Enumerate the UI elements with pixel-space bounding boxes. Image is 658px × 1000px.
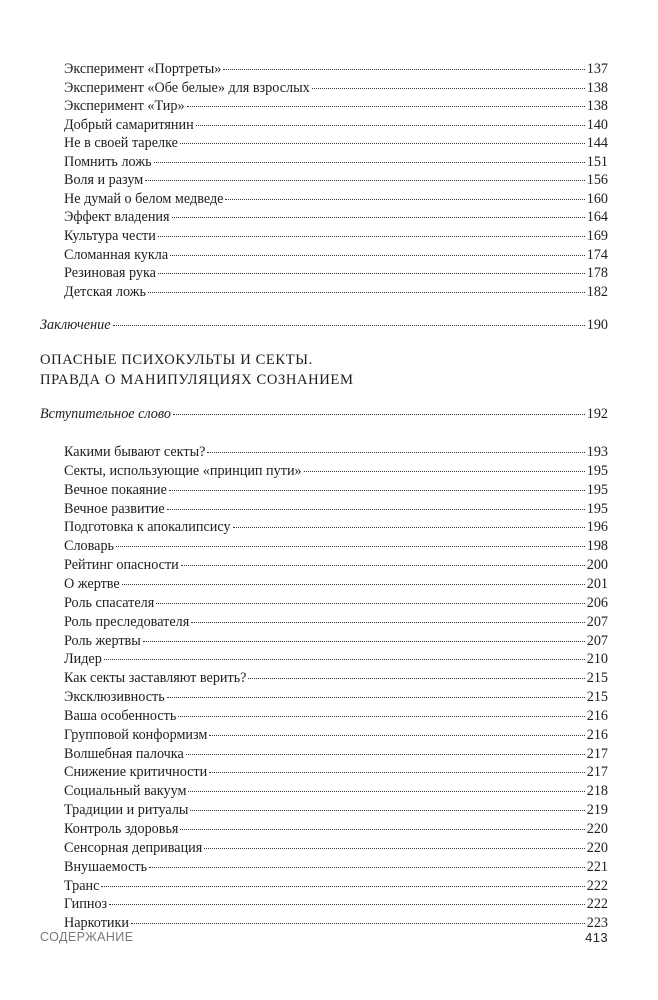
toc-entry[interactable] [64, 556, 608, 574]
dot-leader [180, 829, 584, 830]
toc-entry-title: Ваша особенность [64, 707, 177, 724]
toc-entry-title: Подготовка к апокалипсису [64, 519, 231, 536]
toc-entry[interactable] [64, 726, 608, 744]
toc-entry-page: 201 [586, 575, 608, 592]
toc-entry-page: 138 [586, 79, 608, 96]
dot-leader [209, 735, 584, 736]
toc-entry[interactable] [64, 650, 608, 668]
toc-entry[interactable] [64, 227, 608, 245]
dot-leader [145, 180, 584, 181]
toc-entry[interactable] [64, 153, 608, 171]
toc-entry-page: 207 [586, 632, 608, 649]
toc-entry-page: 220 [586, 839, 608, 856]
toc-entry[interactable] [64, 264, 608, 282]
toc-entry-page: 164 [586, 209, 608, 226]
toc-entry[interactable] [64, 613, 608, 631]
toc-entry[interactable] [64, 171, 608, 189]
dot-leader [186, 754, 585, 755]
toc-entry-page: 219 [586, 802, 608, 819]
toc-entry[interactable] [64, 246, 608, 264]
toc-entry-title: Эксперимент «Обе белые» для взрослых [64, 79, 310, 96]
toc-entry-title: Резиновая рука [64, 265, 156, 282]
dot-leader [312, 88, 585, 89]
toc-entry-title: Вечное покаяние [64, 481, 167, 498]
toc-entry-page: 217 [586, 745, 608, 762]
dot-leader [167, 509, 585, 510]
toc-entry-title: О жертве [64, 575, 120, 592]
dot-leader [156, 603, 584, 604]
dot-leader [225, 199, 584, 200]
toc-entry-title: Контроль здоровья [64, 821, 179, 837]
dot-leader [143, 641, 585, 642]
toc-entry-title: Воля и разум [64, 172, 144, 189]
page-number: 413 [585, 930, 608, 945]
toc-entry-title: Не думай о белом медведе [64, 190, 224, 207]
toc-entry-intro[interactable] [40, 405, 608, 423]
toc-entry-title: Добрый самаритянин [64, 116, 194, 133]
toc-entry[interactable] [64, 877, 608, 895]
toc-entry-page: 193 [586, 444, 608, 460]
toc-entry-page: 151 [586, 153, 608, 170]
toc-entry-title: Традиции и ритуалы [64, 802, 189, 819]
toc-entry-page: 216 [586, 726, 608, 743]
toc-entry[interactable] [64, 443, 608, 461]
toc-entry-page: 169 [586, 227, 608, 244]
dot-leader [178, 716, 584, 717]
toc-entry-title: Внушаемость [64, 858, 148, 875]
dot-leader [173, 414, 585, 415]
toc-entry[interactable] [64, 632, 608, 650]
toc-entry[interactable] [64, 801, 608, 819]
dot-leader [158, 273, 585, 274]
toc-entry-title: Эксперимент «Тир» [64, 98, 185, 115]
toc-entry-page: 207 [586, 613, 608, 630]
toc-entry-title: Вступительное слово [40, 406, 171, 422]
toc-entry[interactable] [64, 782, 608, 800]
dot-leader [196, 125, 585, 126]
toc-entry-title: Вечное развитие [64, 500, 165, 517]
toc-entry-page: 215 [586, 670, 608, 687]
dot-leader [104, 659, 585, 660]
toc-entry[interactable] [64, 858, 608, 876]
running-footer-label: СОДЕРЖАНИЕ [40, 930, 134, 944]
toc-entry-page: 210 [586, 651, 608, 668]
dot-leader [154, 162, 585, 163]
section-title-line: ПРАВДА О МАНИПУЛЯЦИЯХ СОЗНАНИЕМ [40, 372, 354, 388]
dot-leader [131, 923, 585, 924]
dot-leader [167, 697, 585, 698]
toc-entry-title: Наркотики [64, 915, 129, 932]
toc-entry[interactable] [64, 669, 608, 687]
section-title [40, 350, 354, 390]
toc-entry-title: Эксклюзивность [64, 689, 165, 706]
toc-entry-title: Какими бывают секты? [64, 444, 206, 460]
dot-leader [122, 584, 585, 585]
dot-leader [190, 810, 584, 811]
toc-entry[interactable] [64, 820, 608, 838]
toc-entry[interactable] [64, 208, 608, 226]
toc-entry[interactable] [64, 594, 608, 612]
toc-entry-title: Эксперимент «Портреты» [64, 61, 222, 77]
dot-leader [148, 292, 585, 293]
toc-entry-title: Сломанная кукла [64, 246, 169, 263]
toc-entry[interactable] [64, 763, 608, 781]
toc-entry[interactable] [64, 190, 608, 208]
toc-entry[interactable] [64, 688, 608, 706]
toc-entry-title: Культура чести [64, 227, 156, 244]
dot-leader [170, 255, 585, 256]
toc-entry-page: 215 [586, 689, 608, 706]
toc-entry-title: Волшебная палочка [64, 745, 184, 762]
toc-entry-title: Как секты заставляют верить? [64, 670, 247, 687]
toc-entry-title: Сенсорная депривация [64, 839, 203, 856]
dot-leader [191, 622, 584, 623]
toc-entry-page: 195 [586, 462, 608, 479]
toc-entry-title: Групповой конформизм [64, 726, 208, 743]
toc-entry-page: 138 [586, 98, 608, 115]
toc-entry-page: 192 [586, 406, 608, 422]
toc-entry-title: Помнить ложь [64, 153, 152, 170]
toc-entry-page: 223 [586, 915, 608, 932]
toc-entry-title: Детская ложь [64, 283, 146, 300]
toc-entry-page: 198 [586, 538, 608, 555]
toc-entry[interactable] [64, 79, 608, 97]
toc-entry-page: 217 [586, 764, 608, 781]
toc-entry[interactable] [64, 116, 608, 134]
toc-entry-title: Заключение [40, 317, 111, 333]
dot-leader [248, 678, 584, 679]
toc-entry-page: 221 [586, 858, 608, 875]
toc-entry[interactable] [64, 537, 608, 555]
toc-entry-title: Социальный вакуум [64, 783, 187, 800]
dot-leader [223, 69, 584, 70]
toc-entry-title: Рейтинг опасности [64, 557, 179, 574]
toc-entry-page: 190 [586, 317, 608, 333]
toc-entry[interactable] [64, 500, 608, 518]
section-title-line: ОПАСНЫЕ ПСИХОКУЛЬТЫ И СЕКТЫ. [40, 352, 313, 368]
toc-entry-page: 200 [586, 557, 608, 574]
dot-leader [188, 791, 584, 792]
dot-leader [113, 325, 585, 326]
toc-entry[interactable] [64, 895, 608, 913]
toc-entry-title: Транс [64, 877, 100, 894]
toc-entry[interactable] [64, 481, 608, 499]
toc-entry[interactable] [64, 60, 608, 78]
dot-leader [109, 904, 585, 905]
toc-entry-page: 160 [586, 190, 608, 207]
dot-leader [180, 143, 585, 144]
dot-leader [181, 565, 585, 566]
toc-entry[interactable] [64, 134, 608, 152]
dot-leader [187, 106, 585, 107]
dot-leader [169, 490, 585, 491]
dot-leader [172, 217, 585, 218]
dot-leader [207, 452, 584, 453]
toc-entry-title: Роль жертвы [64, 632, 141, 649]
dot-leader [116, 546, 585, 547]
toc-entry-title: Роль спасателя [64, 594, 155, 611]
dot-leader [149, 867, 585, 868]
toc-entry-title: Гипноз [64, 896, 108, 913]
toc-entry-page: 218 [586, 783, 608, 800]
toc-entry[interactable] [64, 283, 608, 301]
dot-leader [158, 236, 585, 237]
dot-leader [101, 886, 584, 887]
toc-entry-page: 222 [586, 896, 608, 913]
toc-entry-title: Секты, использующие «принцип пути» [64, 462, 302, 479]
toc-entry-page: 156 [586, 172, 608, 189]
toc-entry-conclusion[interactable] [40, 316, 608, 334]
dot-leader [209, 772, 584, 773]
toc-entry-page: 195 [586, 481, 608, 498]
toc-entry-page: 220 [586, 821, 608, 837]
dot-leader [204, 848, 584, 849]
toc-entry-title: Роль преследователя [64, 613, 190, 630]
page-footer [40, 930, 608, 945]
toc-entry[interactable] [64, 97, 608, 115]
toc-entry-page: 174 [586, 246, 608, 263]
toc-entry-page: 196 [586, 519, 608, 536]
toc-entry-page: 206 [586, 594, 608, 611]
toc-entry-page: 182 [586, 283, 608, 300]
toc-entry-title: Эффект владения [64, 209, 170, 226]
toc-entry-title: Не в своей тарелке [64, 135, 178, 152]
dot-leader [233, 527, 585, 528]
toc-entry-title: Снижение критичности [64, 764, 208, 781]
toc-entry[interactable] [64, 745, 608, 763]
toc-entry-page: 144 [586, 135, 608, 152]
dot-leader [304, 471, 585, 472]
toc-entry[interactable] [64, 462, 608, 480]
toc-entry-page: 222 [586, 877, 608, 894]
toc-entry-page: 140 [586, 116, 608, 133]
toc-entry-title: Лидер [64, 651, 102, 668]
toc-entry-title: Словарь [64, 538, 115, 555]
toc-entry[interactable] [64, 839, 608, 857]
toc-entry-page: 195 [586, 500, 608, 517]
toc-entry[interactable] [64, 707, 608, 725]
toc-entry[interactable] [64, 518, 608, 536]
toc-entry-page: 178 [586, 265, 608, 282]
toc-entry-page: 216 [586, 707, 608, 724]
toc-entry-page: 137 [586, 61, 608, 77]
toc-entry[interactable] [64, 575, 608, 593]
